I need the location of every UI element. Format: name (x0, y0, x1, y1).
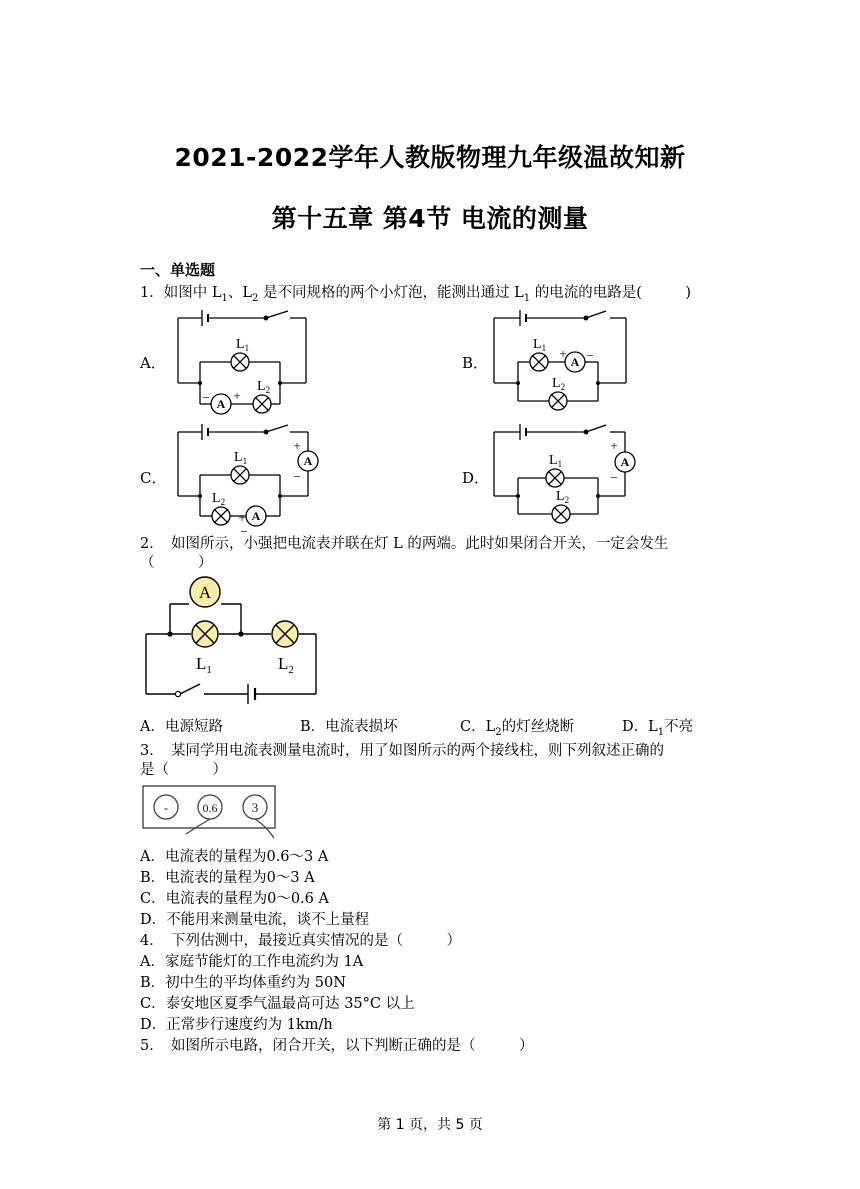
svg-text:L1: $L_1$ (236, 337, 250, 353)
svg-text:+: + (293, 438, 301, 453)
q4-option-a: A．家庭节能灯的工作电流约为 1A (140, 954, 364, 970)
q3-option-b: B．电流表的量程为0～3 A (140, 870, 315, 886)
lamp-l2-icon (253, 395, 271, 413)
q3-terminals-figure (140, 782, 285, 842)
svg-text:+: + (610, 438, 618, 453)
lamp-l1-icon (530, 353, 548, 371)
svg-text:L2: $L_2$ (278, 654, 294, 676)
svg-text:+: + (238, 510, 246, 525)
svg-text:A: A (216, 397, 226, 411)
svg-text:3: 3 (251, 800, 259, 815)
svg-text:A: A (198, 583, 212, 602)
q3-option-d: D．不能用来测量电流，谈不上量程 (140, 912, 370, 928)
lamp-l2-icon (552, 505, 570, 523)
q1-option-a-label: A． (140, 354, 166, 372)
question-3-stem-line2: 是（ ） (140, 762, 227, 778)
svg-text:+: + (559, 346, 567, 361)
section-heading: 一、单选题 (140, 261, 216, 279)
svg-text:L1: $L_1$ (549, 453, 563, 469)
document-subtitle: 第十五章 第4节 电流的测量 (271, 204, 589, 233)
q4-option-c: C．泰安地区夏季气温最高可达 35°C 以上 (140, 996, 415, 1012)
q4-option-d: D．正常步行速度约为 1km/h (140, 1017, 333, 1033)
svg-text:−: − (586, 348, 594, 363)
q1-option-b-label: B． (462, 354, 489, 372)
svg-text:L1: $L_1$ (196, 654, 212, 676)
question-5-stem: 5． 如图所示电路，闭合开关，以下判断正确的是（ ） (140, 1038, 534, 1054)
svg-text:−: − (240, 524, 248, 539)
lamp-l2-icon (212, 507, 230, 525)
lamp-l1-icon (192, 621, 218, 647)
question-4-stem: 4． 下列估测中，最接近真实情况的是（ ） (140, 933, 461, 949)
q2-circuit-figure (140, 570, 330, 705)
svg-text:A: A (570, 355, 580, 369)
q2-option-c: C．$L_2$的灯丝烧断 (460, 719, 575, 738)
svg-text:+: + (233, 388, 241, 403)
svg-text:0.6: 0.6 (202, 801, 218, 815)
lamp-l2-icon (272, 621, 298, 647)
svg-text:L1: $L_1$ (533, 337, 547, 353)
svg-text:A: A (251, 509, 261, 523)
lamp-l1-icon (231, 466, 249, 484)
page-footer: 第 1 页，共 5 页 (377, 1117, 483, 1133)
question-3-stem-line1: 3． 某同学用电流表测量电流时，用了如图所示的两个接线柱，则下列叙述正确的 (140, 743, 664, 759)
svg-text:L2: $L_2$ (257, 379, 271, 395)
svg-text:-: - (163, 800, 169, 815)
svg-text:A: A (303, 454, 313, 468)
svg-text:L1: $L_1$ (234, 450, 248, 466)
q4-option-b: B．初中生的平均体重约为 50N (140, 975, 346, 991)
svg-text:−: − (293, 469, 301, 484)
q2-option-d: D．$L_1$不亮 (622, 719, 694, 738)
svg-text:−: − (202, 390, 210, 405)
q3-option-a: A．电流表的量程为0.6～3 A (140, 849, 329, 865)
document-title: 2021-2022学年人教版物理九年级温故知新 (174, 143, 686, 172)
question-2-stem-line1: 2． 如图所示，小强把电流表并联在灯 L 的两端。此时如果闭合开关，一定会发生 (140, 536, 669, 552)
svg-text:A: A (620, 455, 630, 469)
svg-text:L2: $L_2$ (556, 489, 570, 505)
q3-option-c: C．电流表的量程为0～0.6 A (140, 891, 329, 907)
question-2-stem-line2: （ ） (140, 555, 213, 571)
lamp-l2-icon (549, 392, 567, 410)
q2-option-b: B．电流表损坏 (300, 719, 398, 735)
q2-option-a: A．电源短路 (140, 719, 223, 735)
svg-text:L2: $L_2$ (212, 491, 226, 507)
q1-option-d-label: D． (462, 469, 490, 487)
q1-circuit-figures (0, 0, 860, 540)
lamp-l1-icon (231, 353, 249, 371)
q1-option-c-label: C． (140, 469, 167, 487)
lamp-l1-icon (546, 469, 564, 487)
svg-text:L2: $L_2$ (552, 376, 566, 392)
svg-text:−: − (610, 470, 618, 485)
question-1-stem: 1．如图中 $L_1$、$L_2$ 是不同规格的两个小灯泡，能测出通过 $L_1$ 的电流的电路是( ) (140, 285, 692, 304)
